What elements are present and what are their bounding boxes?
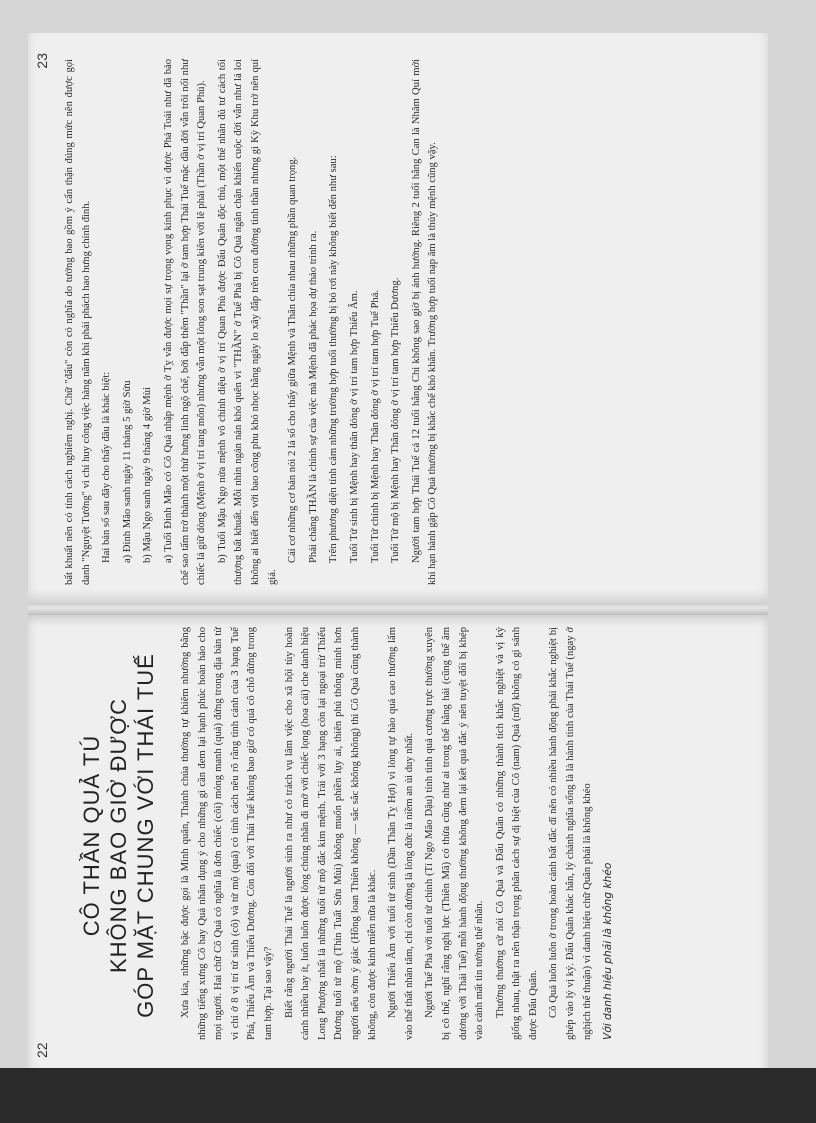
list-item: Tuổi Tứ sinh bị Mệnh hay thân đóng ở vị trí tam hợp Thiếu Âm. xyxy=(348,290,360,563)
list-item: a) Đinh Mão sanh ngày 11 tháng 5 giờ Sửu xyxy=(121,380,133,563)
right-page-body xyxy=(62,59,446,585)
paragraph: Người Thiếu Âm với tuổi tứ sinh (Dần Thân Tỵ Hợi) vì lòng tự hào quá cao thường lấm vào thế thất nhân tâm, chỉ còn đường là lòng đức là niềm an ủi duy nhất. xyxy=(387,627,415,1040)
paragraph: a) Tuổi Đinh Mão có Cô Quả nhập mệnh ở Tỵ vẫn được mọi sự trọng vọng kính phục vì được Phá Toái như đã bảo chế sao tấm trở thành một thứ hưng linh ngộ chế, bởi đắp thêm "Thần" lại ở tam hợp Thái Tuế mặc dầu đời vẫn trôi nổi như chiếc lá giữ dòng (Mệnh ở vị trí tang môn) nhưng vẫn một lòng son sạt trung kiên với lẽ phải (Thần ở vị trí Quan Phù). xyxy=(162,59,208,585)
paragraph: Cái cơ những cơ bản nói 2 lá số cho thấy giữa Mệnh và Thân chia nhau những phần quan trọng. xyxy=(287,156,299,563)
page-number-right: 23 xyxy=(34,53,50,69)
title-line-1: CÔ THẦN QUẢ TÚ xyxy=(79,734,104,937)
title-line-3: GÓP MẶT CHUNG VỚI THÁI TUẾ xyxy=(133,653,158,1018)
scan-dark-edge xyxy=(0,1068,816,1123)
paragraph: Cô Quả luôn luôn ở trong hoàn cảnh bất đắc dĩ nên có nhiều hành động phải khắc nghiệt bị ghép vào lý vị kỷ. Đẩu Quân khác hẳn, lý chánh nghĩa sống là là hành tinh của Thái Tuế (ngay ở nghịch thế thuận) vì danh hiệu chữ Quân phải là không khéo xyxy=(548,627,593,1040)
handwritten-note: Với danh hiệu phải là không khéo xyxy=(602,862,615,1040)
left-page-body xyxy=(178,627,621,1040)
book-spine xyxy=(28,601,768,615)
paragraph: Người Tuế Phá với tuổi tứ chính (Tí Ngọ Mão Dậu) tính tình quá cương trực thường xuyên bị cô thế, nghĩ rằng nghị lực (Thiên Mã) có thừa cũng như ai trong thế hằng hải (cũng thể âm dương với Thái Tuế) mỗi hành động thường không đem lại kết quả đắc ý nên tuyệt đối bị khép vào cảnh mất tin tưởng thế nhân. xyxy=(424,627,486,1040)
page-number-left: 22 xyxy=(34,1042,50,1058)
list-item: Tuổi Tứ mộ bị Mệnh hay Thân đóng ở vị trí tam hợp Thiếu Dương. xyxy=(390,277,402,563)
right-page xyxy=(28,33,768,603)
paragraph: Phải chăng THẦN là chính sự của việc mà Mệnh đã phác họa dự thảo trình ra. xyxy=(307,230,319,563)
paragraph: Thường thường cứ nói Cô Quả và Đẩu Quân có những thành tích khắc nghiệt và vị kỷ giống nhau, thật ra nên thận trọng phân cách sự dị biệt của Cô (nam) Quả (nữ) không có gì sánh được Đẩu Quân. xyxy=(494,627,539,1040)
paragraph: Trên phương diện tính cảm những trường hợp tuổi thường bị bó rơi này không biết đến như sau: xyxy=(328,155,340,563)
paragraph: Biết rằng người Thái Tuế là người sinh ra như có trách vụ lãm việc cho xã hội tùy hoàn cảnh nhiều hay ít, luôn luôn được lòng chúng nhân đi mở với chiếc lọng (hoa cái) che danh hiệu Long Phượng nhất là những tuổi tứ mộ đắc kim mệnh. Trái với 3 hạng còn lại ngoại trừ Thiếu Dương tuổi tứ mộ (Thìn Tuất Sửu Mùi) không muốn phiền lụy ai, thiên phú thông minh hơn người nếu sớm ý giác (Hồng loan Thiên không — sắc sắc không không) thì Cô Quả cũng thành không, còn được kinh miễn nữa là khác. xyxy=(283,627,378,1040)
left-page xyxy=(28,613,768,1068)
title-line-2: KHÔNG BAO GIỜ ĐƯỢC xyxy=(106,698,131,973)
paragraph: bất khuất nên có tính cách nghiêm nghị. Chữ "đẩu" còn có nghĩa do tướng bao gồm ý cẩn thận đúng mức nên được gọi danh "Nguyệt Tướng" vì chỉ huy công việc hàng năm khi phải phách hao hưng chính đình. xyxy=(64,59,92,585)
list-item: b) Mậu Ngọ sanh ngày 9 tháng 4 giờ Mùi xyxy=(142,387,154,563)
list-item: Tuổi Tứ chính bị Mệnh hay Thân đóng ở vị trí tam hợp Tuế Phá. xyxy=(369,289,381,563)
paragraph: Xưa kia, những bậc được gọi là Minh quân, Thánh chúa thường tự khiêm nhường bằng những tiếng xưng Cô hay Quả nhân dụng ý cho những gì cần đem lại hạnh phúc hoàn hảo cho mọi người. Hai chữ Cô Quả có nghĩa là đơn chiếc (côi) mỏng manh (quả) đứng trong địa bàn tử vi chỉ ở 8 vị trí tứ sinh (cô) và tứ mộ (quả) có tính cách nêu rõ rằng tình cảnh của 3 hạng Tuế Phá, Thiếu Âm và Thiếu Dương. Còn đối với Thái Tuế không bao giờ có quả cô chỗ đứng trong tam hợp. Tại sao vậy? xyxy=(180,627,274,1040)
paragraph: Hai bản số sau đây cho thấy đâu là khác biệt: xyxy=(101,371,113,563)
paragraph: b) Tuổi Mậu Ngọ nửa mệnh vô chính diệu ở vị trí Quan Phù được Đẩu Quân độc thủ, một thế nhân đủ tư cách tối thượng bất khuất. Mỗi nhìn ngán nản khó quên vì "THẦN" ở Tuế Phá bị Cô Quả ngăn chặn khiến cuộc đời vẫn như lá loi không ai biết đến với bao công phu khó nhọc hằng ngày lo xây đắp trên con đường tình thần nhưng gì Kỳ Khu trở nên quí giá. xyxy=(216,59,278,585)
chapter-title xyxy=(78,633,159,1038)
paragraph: Người tam hợp Thái Tuế cả 12 tuổi hằng Chi không sao giờ bị ảnh hưởng. Riêng 2 tuổi hằng Can là Nhâm Quí mới khi hạn hành gặp Cô Quả thường bị khắc chế khó khăn. Trường hợp tuổi nạp âm là thủy mệnh cũng vậy. xyxy=(410,59,439,585)
